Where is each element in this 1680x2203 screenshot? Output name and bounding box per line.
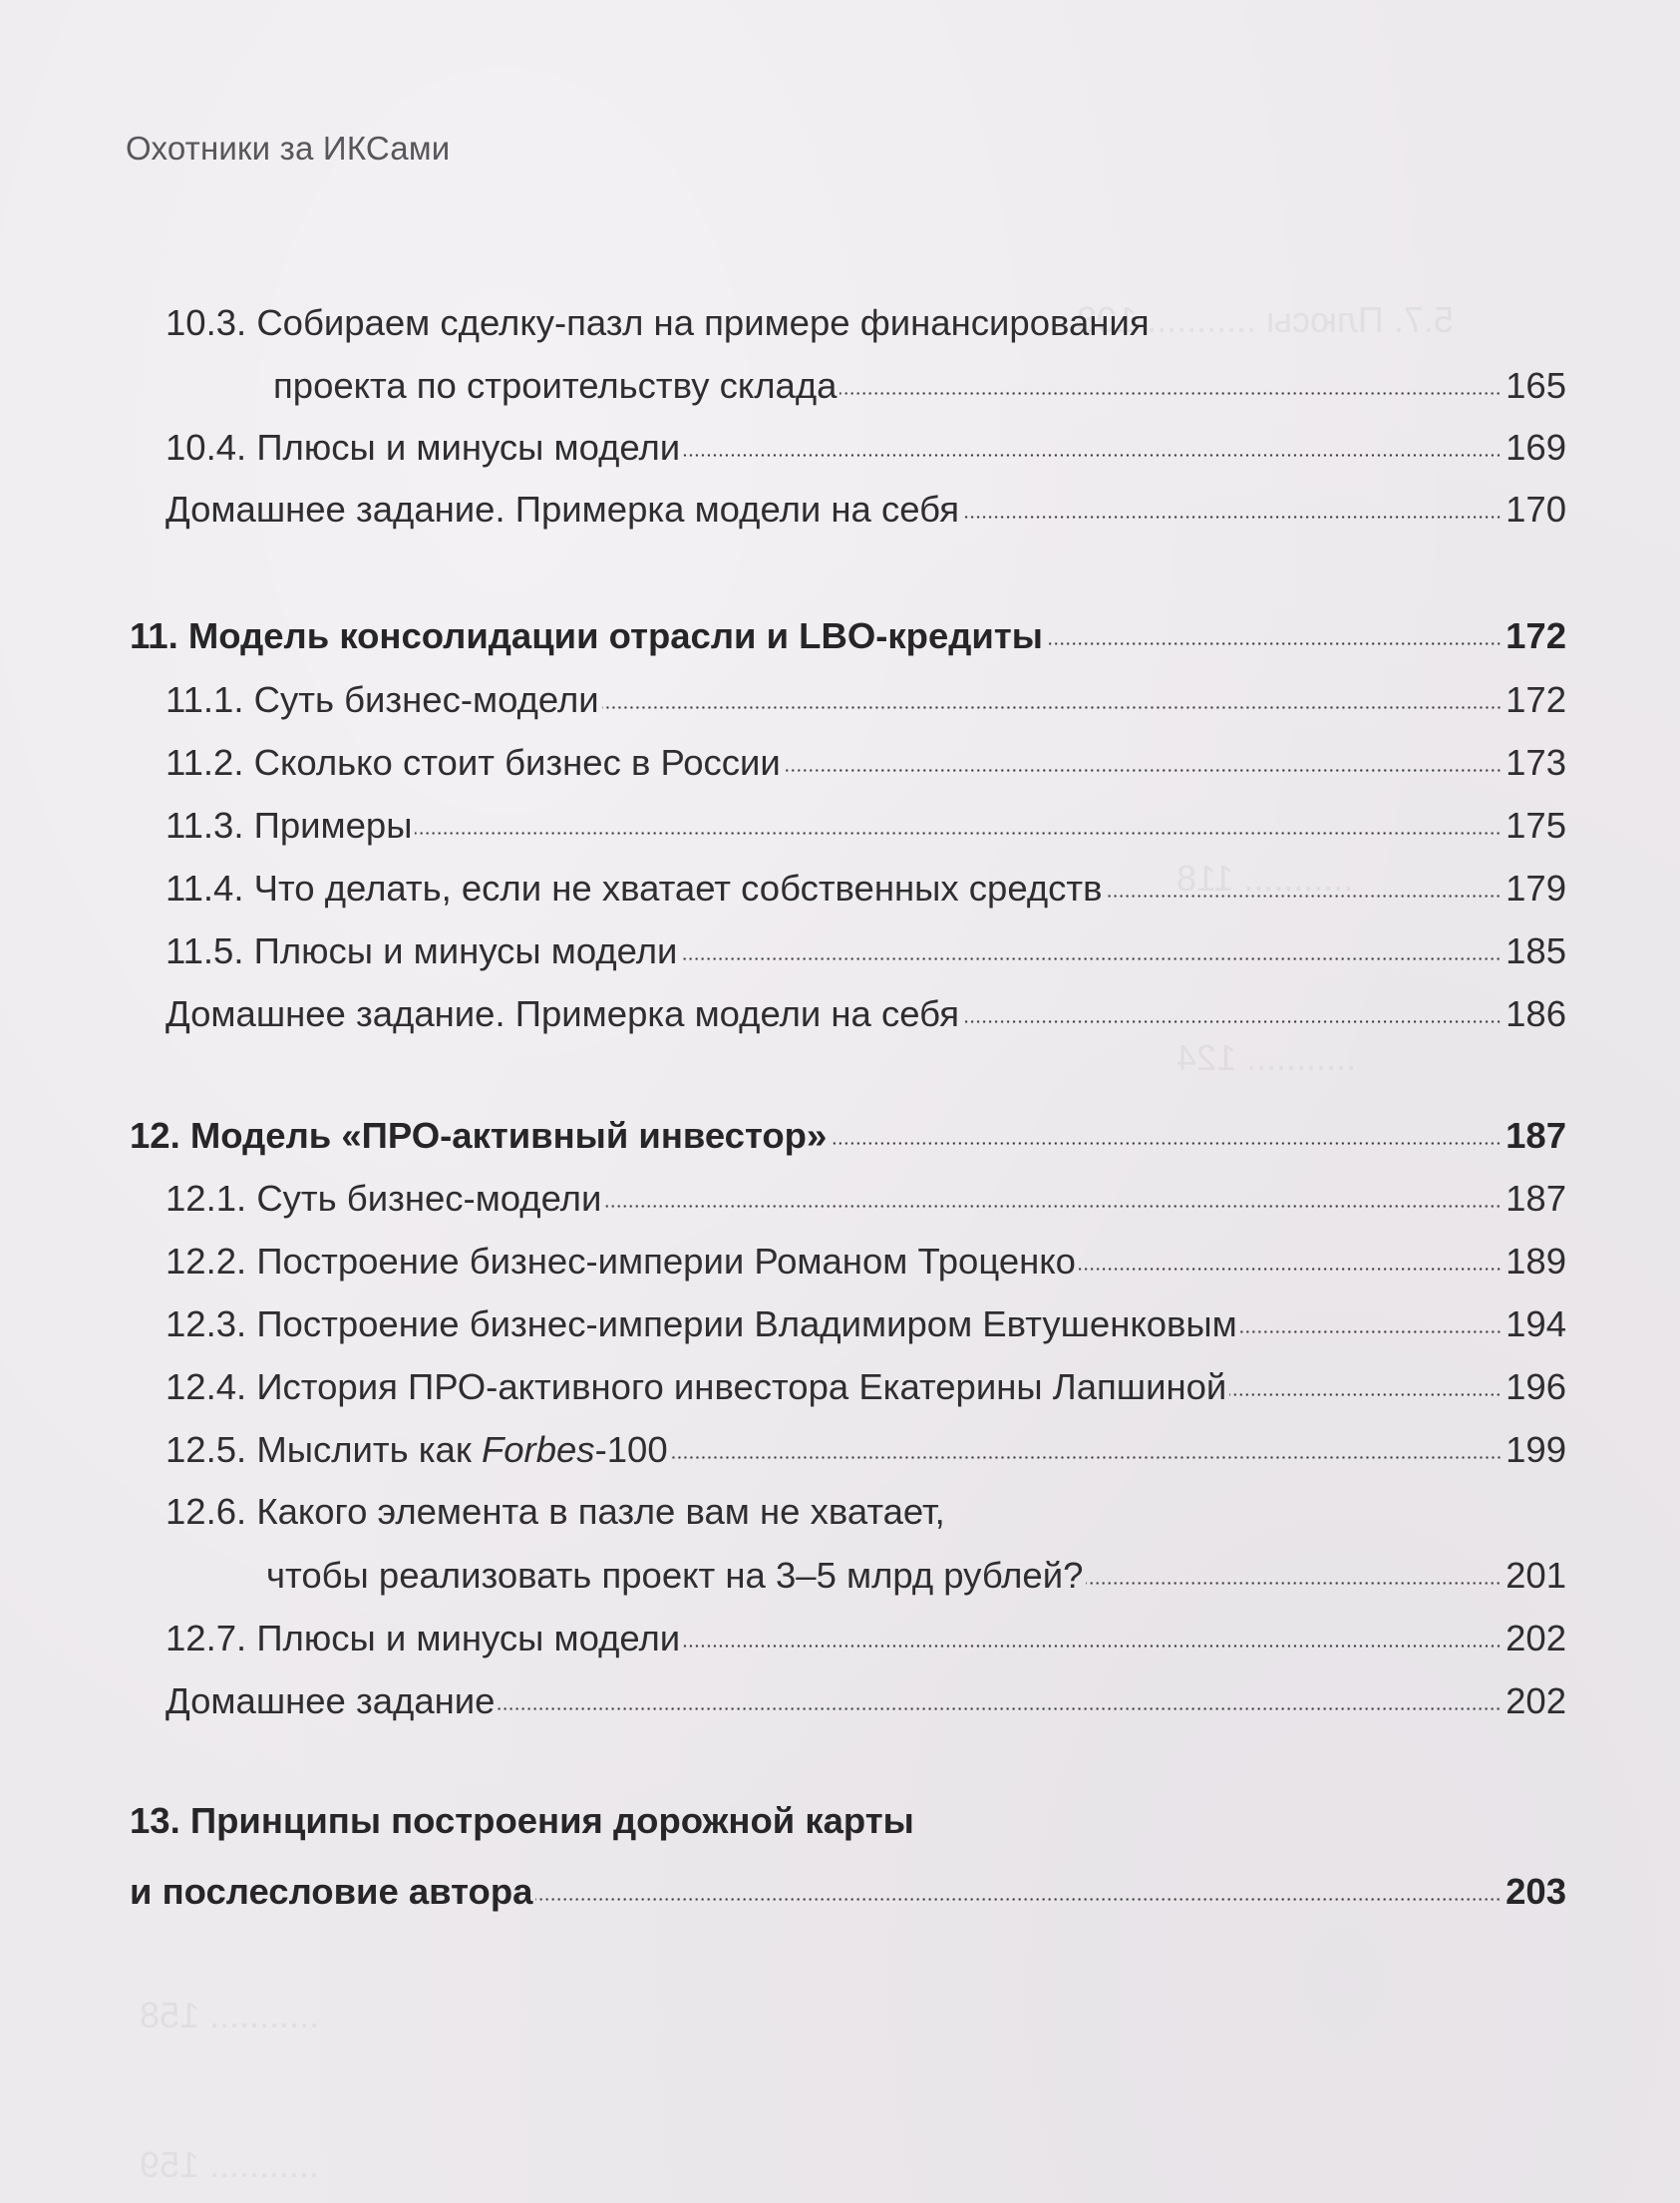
toc-entry-title: 12.2. Построение бизнес-империи Романом Троценко	[166, 1240, 1076, 1282]
toc-entry-10-3-line1	[166, 299, 1150, 347]
dot-leader	[535, 1867, 1502, 1904]
toc-entry-12-5[interactable]	[166, 1425, 1566, 1473]
title-italic-forbes: Forbes	[481, 1428, 595, 1470]
toc-page-number: 173	[1506, 741, 1566, 783]
dot-leader	[671, 1425, 1502, 1462]
toc-entry-title: 11.3. Примеры	[166, 804, 413, 846]
toc-page-number: 194	[1506, 1302, 1566, 1344]
toc-entry-title: 12.4. История ПРО-активного инвестора Екатерины Лапшиной	[166, 1365, 1227, 1407]
toc-entry-10-homework[interactable]	[166, 485, 1566, 533]
dot-leader	[1046, 611, 1502, 648]
toc-chapter-11[interactable]	[130, 611, 1566, 659]
toc-page-number: 203	[1506, 1870, 1566, 1912]
toc-chapter-12[interactable]	[130, 1111, 1566, 1159]
dot-leader	[1105, 864, 1502, 901]
toc-entry-title: и послесловие автора	[130, 1870, 533, 1912]
toc-entry-title: 11.5. Плюсы и минусы модели	[166, 929, 678, 971]
toc-page-number: 165	[1506, 364, 1566, 406]
toc-page-number: 196	[1506, 1365, 1566, 1407]
toc-page-number: 202	[1506, 1617, 1566, 1658]
toc-entry-11-5[interactable]	[166, 926, 1566, 974]
toc-entry-11-4[interactable]	[166, 864, 1566, 912]
toc-entry-title: 12. Модель «ПРО-активный инвестор»	[130, 1114, 828, 1156]
dot-leader	[415, 801, 1502, 838]
toc-entry-title: 11. Модель консолидации отрасли и LBO-кредиты	[130, 614, 1043, 656]
toc-entry-12-3[interactable]	[166, 1299, 1566, 1347]
toc-page-number: 175	[1506, 804, 1566, 846]
dot-leader	[840, 361, 1502, 398]
toc-chapter-13-line1	[130, 1797, 914, 1845]
toc-entry-title: 10.3. Собираем сделку-пазл на примере финансирования	[166, 302, 1150, 343]
show-through-texture: ........... 159	[140, 2144, 320, 2185]
toc-entry-12-7[interactable]	[166, 1614, 1566, 1661]
toc-page-number: 170	[1506, 488, 1566, 530]
dot-leader	[683, 1614, 1502, 1651]
toc-page-number: 187	[1506, 1177, 1566, 1219]
toc-page-number: 189	[1506, 1240, 1566, 1282]
toc-entry-11-2[interactable]	[166, 738, 1566, 786]
toc-entry-title: 12.6. Какого элемента в пазле вам не хватает,	[166, 1491, 945, 1532]
toc-entry-title: Домашнее задание. Примерка модели на себя	[166, 992, 959, 1034]
toc-entry-10-3[interactable]	[273, 361, 1566, 409]
toc-entry-title: Домашнее задание. Примерка модели на себя	[166, 488, 959, 530]
dot-leader	[683, 423, 1502, 460]
toc-entry-title: Домашнее задание	[166, 1679, 496, 1721]
dot-leader	[1229, 1362, 1502, 1399]
toc-entry-title: 11.4. Что делать, если не хватает собственных средств	[166, 867, 1103, 909]
show-through-texture: ........... 158	[140, 1995, 320, 2035]
toc-entry-title: проекта по строительству склада	[273, 364, 838, 406]
toc-page-number: 172	[1506, 614, 1566, 656]
toc-entry-title: 11.2. Сколько стоит бизнес в России	[166, 741, 781, 783]
dot-leader	[784, 738, 1502, 775]
dot-leader	[1079, 1237, 1502, 1274]
toc-entry-title: 11.1. Суть бизнес-модели	[166, 678, 599, 720]
dot-leader	[830, 1111, 1502, 1148]
toc-entry-11-1[interactable]	[166, 675, 1566, 723]
title-prefix: 12.5. Мыслить как	[166, 1428, 482, 1470]
toc-entry-12-4[interactable]	[166, 1362, 1566, 1410]
toc-entry-11-homework[interactable]	[166, 989, 1566, 1037]
dot-leader	[604, 1174, 1502, 1211]
toc-page-number: 187	[1506, 1114, 1566, 1156]
running-header: Охотники за ИКСами	[126, 130, 451, 167]
show-through-texture: ........... 118	[1176, 858, 1354, 899]
toc-page-number: 199	[1506, 1428, 1566, 1470]
show-through-texture: ........... 124	[1176, 1037, 1357, 1078]
toc-chapter-13[interactable]	[130, 1867, 1566, 1915]
toc-entry-12-1[interactable]	[166, 1174, 1566, 1222]
toc-page-number: 172	[1506, 678, 1566, 720]
dot-leader	[962, 485, 1502, 522]
toc-entry-11-3[interactable]	[166, 801, 1566, 849]
toc-page-number: 202	[1506, 1679, 1566, 1721]
toc-page-number: 201	[1506, 1554, 1566, 1596]
toc-entry-12-6[interactable]	[266, 1551, 1566, 1599]
dot-leader	[1240, 1299, 1502, 1336]
toc-entry-title: 12.1. Суть бизнес-модели	[166, 1177, 602, 1219]
dot-leader	[602, 675, 1502, 712]
dot-leader	[1086, 1551, 1502, 1588]
toc-entry-title: 12.7. Плюсы и минусы модели	[166, 1617, 681, 1658]
toc-page-number: 186	[1506, 992, 1566, 1034]
toc-entry-title	[166, 1426, 668, 1474]
toc-entry-title: 13. Принципы построения дорожной карты	[130, 1800, 914, 1841]
toc-entry-12-6-line1	[166, 1488, 945, 1536]
toc-entry-title: 12.3. Построение бизнес-империи Владимиром Евтушенковым	[166, 1302, 1237, 1344]
toc-entry-12-homework[interactable]	[166, 1676, 1566, 1724]
toc-entry-title: 10.4. Плюсы и минусы модели	[166, 426, 681, 468]
show-through-texture: 5.7. Плюсы ........... 108	[1077, 299, 1454, 340]
dot-leader	[680, 926, 1502, 963]
dot-leader	[962, 989, 1502, 1026]
toc-entry-title: чтобы реализовать проект на 3–5 млрд рублей?	[266, 1554, 1084, 1596]
title-suffix: -100	[594, 1428, 668, 1470]
dot-leader	[498, 1676, 1502, 1713]
toc-entry-10-4[interactable]	[166, 423, 1566, 471]
toc-entry-12-2[interactable]	[166, 1237, 1566, 1285]
toc-page-number: 185	[1506, 929, 1566, 971]
toc-page-number: 179	[1506, 867, 1566, 909]
toc-page-number: 169	[1506, 426, 1566, 468]
